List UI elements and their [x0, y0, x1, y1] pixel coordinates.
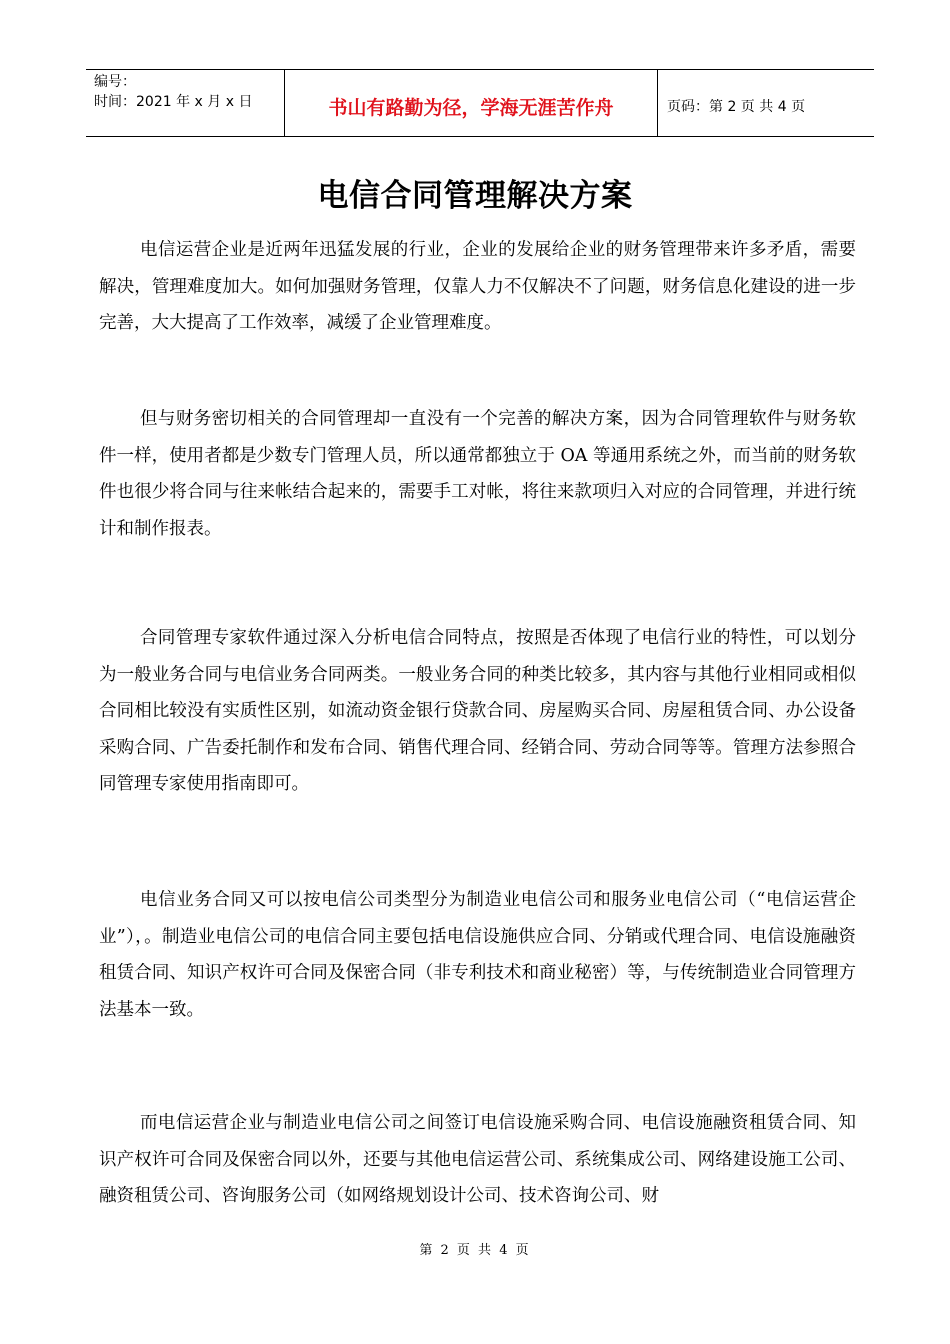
paragraph-5: 而电信运营企业与制造业电信公司之间签订电信设施采购合同、电信设施融资租赁合同、知识产权许可合同及保密合同以外，还要与其他电信运营公司、系统集成公司、网络建设施工公司、融资租赁公司、咨询服务公司（如网络规划设计公司、技术咨询公司、财: [99, 1113, 856, 1206]
paragraph-2: 但与财务密切相关的合同管理却一直没有一个完善的解决方案，因为合同管理软件与财务软件一样，使用者都是少数专门管理人员，所以通常都独立于 OA 等通用系统之外，而当前的财务软件也很少将合同与往来帐结合起来的，需要手工对帐，将往来款项归入对应的合同管理，并进行统计和制作报表。: [99, 409, 856, 539]
document-title: 电信合同管理解决方案: [317, 178, 633, 214]
paragraph-3: 合同管理专家软件通过深入分析电信合同特点，按照是否体现了电信行业的特性，可以划分为一般业务合同与电信业务合同两类。一般业务合同的种类比较多，其内容与其他行业相同或相似合同相比较没有实质性区别，如流动资金银行贷款合同、房屋购买合同、房屋租赁合同、办公设备采购合同、广告委托制作和发布合同、销售代理合同、经销合同、劳动合同等等。管理方法参照合同管理专家使用指南即可。: [99, 628, 856, 794]
header-page-info: 页码：第 2 页 共 4 页: [667, 99, 806, 115]
paragraph-4: 电信业务合同又可以按电信公司类型分为制造业电信公司和服务业电信公司（“电信运营企业”），。制造业电信公司的电信合同主要包括电信设施供应合同、分销或代理合同、电信设施融资租赁合同、知识产权许可合同及保密合同（非专利技术和商业秘密）等，与传统制造业合同管理方法基本一致。: [99, 890, 856, 1020]
doc-id-label: 编号：: [94, 74, 136, 90]
page-header: [86, 69, 874, 137]
page-footer: 第 2 页 共 4 页: [419, 1243, 531, 1258]
header-motto: 书山有路勤为径，学海无涯苦作舟: [285, 70, 658, 136]
paragraph-1: 电信运营企业是近两年迅猛发展的行业，企业的发展给企业的财务管理带来许多矛盾，需要解决，管理难度加大。如何加强财务管理，仅靠人力不仅解决不了问题，财务信息化建设的进一步完善，大大提高了工作效率，减缓了企业管理难度。: [99, 240, 856, 333]
doc-time-label: 时间：2021 年 x 月 x 日: [94, 94, 253, 110]
header-meta: [86, 70, 285, 136]
